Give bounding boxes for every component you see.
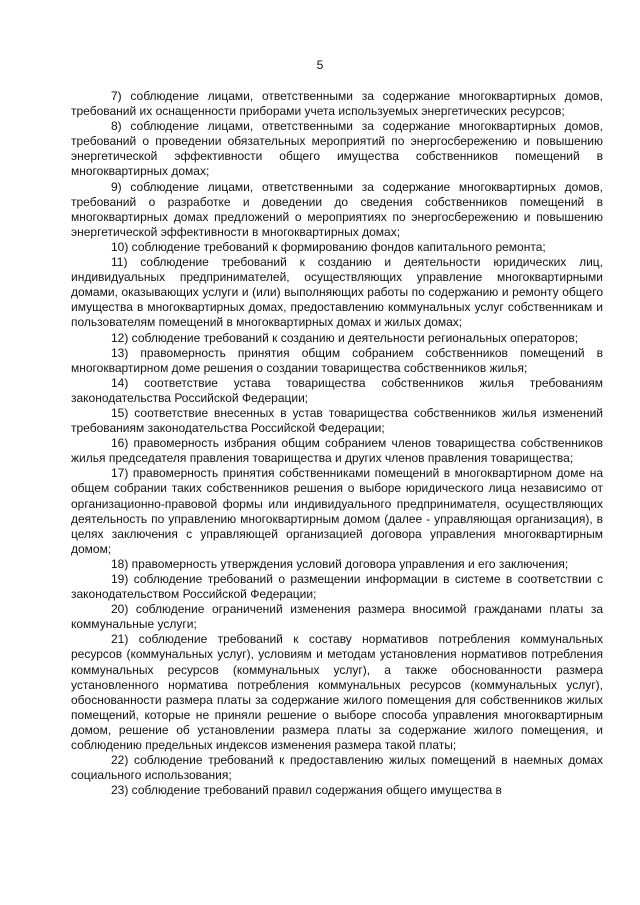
- document-body: [71, 89, 603, 798]
- page-number: 5: [316, 58, 324, 72]
- list-item-12: 12) соблюдение требований к созданию и деятельности региональных операторов;: [111, 330, 579, 345]
- list-item-14: 14) соответствие устава товарищества собственников жилья требованиям законодательства Российской Федерации;: [71, 375, 603, 405]
- list-item-21: 21) соблюдение требований к составу нормативов потребления коммунальных ресурсов (коммунальных услуг), условиям и методам установления нормативов потребления коммунальных ресурсов (коммунальных услуг), а также обоснованности размера установленного норматива потребления коммунальных ресурсов (коммунальных услуг), обоснованности размера платы за содержание жилого помещения для собственников жилых помещений, которые не приняли решение о выборе способа управления многоквартирным домом, решение об установлении размера платы за содержание жилого помещения, и соблюдению предельных индексов изменения размера такой платы;: [71, 632, 603, 753]
- list-item-15: 15) соответствие внесенных в устав товарищества собственников жилья изменений требованиям законодательства Российской Федерации;: [71, 405, 603, 436]
- list-item-7: 7) соблюдение лицами, ответственными за содержание многоквартирных домов, требований их оснащенности приборами учета используемых энергетических ресурсов;: [71, 89, 603, 119]
- list-item-22: 22) соблюдение требований к предоставлению жилых помещений в наемных домах социального использования;: [71, 753, 603, 783]
- list-item-18: 18) правомерность утверждения условий договора управления и его заключения;: [111, 556, 569, 571]
- list-item-23: 23) соблюдение требований правил содержания общего имущества в: [111, 783, 502, 798]
- list-item-8: 8) соблюдение лицами, ответственными за содержание многоквартирных домов, требований о проведении обязательных мероприятий по энергосбережению и повышению энергетической эффективности общего имущества собственников помещений в многоквартирных домах;: [71, 119, 603, 179]
- list-item-19: 19) соблюдение требований о размещении информации в системе в соответствии с законодательством Российской Федерации;: [71, 572, 603, 602]
- list-item-11: 11) соблюдение требований к созданию и деятельности юридических лиц, индивидуальных предпринимателей, осуществляющих управление многоквартирными домами, оказывающих услуги и (или) выполняющих работы по содержанию и ремонту общего имущества в многоквартирных домах, предоставлению коммунальных услуг собственникам и пользователям помещений в многоквартирных домах и жилых домах;: [71, 255, 603, 330]
- list-item-17: 17) правомерность принятия собственниками помещений в многоквартирном доме на общем собрании таких собственников решения о выборе юридического лица независимо от организационно-правовой формы или индивидуального предпринимателя, осуществляющих деятельность по управлению многоквартирным домом (далее - управляющая организация), в целях заключения с управляющей организацией договора управления многоквартирным домом;: [71, 466, 603, 556]
- list-item-20: 20) соблюдение ограничений изменения размера вносимой гражданами платы за коммунальные услуги;: [71, 602, 603, 632]
- list-item-13: 13) правомерность принятия общим собранием собственников помещений в многоквартирном доме решения о создании товарищества собственников жилья;: [71, 345, 603, 375]
- list-item-9: 9) соблюдение лицами, ответственными за содержание многоквартирных домов, требований о разработке и доведении до сведения собственников помещений в многоквартирных домах предложений о мероприятиях по энергосбережению и повышению энергетической эффективности в многоквартирных домах;: [71, 179, 603, 239]
- list-item-16: 16) правомерность избрания общим собранием членов товарищества собственников жилья председателя правления товарищества и других членов правления товарищества;: [71, 436, 603, 466]
- list-item-10: 10) соблюдение требований к формированию фондов капитального ремонта;: [111, 239, 546, 254]
